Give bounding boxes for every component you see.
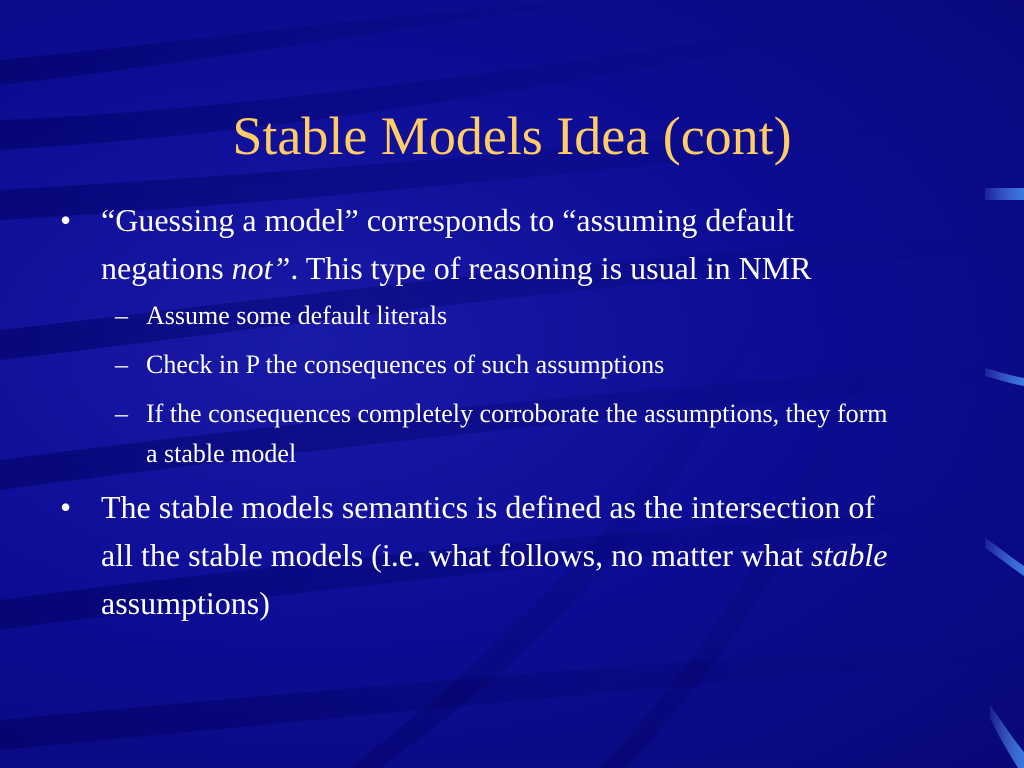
slide-title: Stable Models Idea (cont) bbox=[232, 106, 792, 166]
sub-marker: – bbox=[115, 350, 128, 379]
slide-body bbox=[60, 196, 900, 630]
sub-item-text: If the consequences completely corroborate the assumptions, they form a stable model bbox=[146, 399, 888, 468]
bullet-item bbox=[60, 196, 900, 292]
bullet-marker: • bbox=[60, 202, 72, 238]
right-edge-stripes bbox=[985, 188, 1024, 768]
sub-item bbox=[60, 296, 900, 336]
sub-marker: – bbox=[115, 301, 128, 330]
sub-item bbox=[60, 394, 900, 474]
bullet-item bbox=[60, 483, 900, 627]
sub-item-text: Check in P the consequences of such assumptions bbox=[146, 350, 665, 379]
bullet-marker: • bbox=[60, 489, 72, 525]
sub-marker: – bbox=[115, 399, 128, 428]
bullet-text: The stable models semantics is defined as the intersection of all the stable models (i.e. what follows, no matter what stable assumptions) bbox=[101, 489, 888, 621]
sub-list bbox=[60, 296, 900, 474]
bullet-text: “Guessing a model” corresponds to “assuming default negations not”. This type of reasoning is usual in NMR bbox=[101, 202, 812, 286]
sub-item bbox=[60, 345, 900, 385]
sub-item-text: Assume some default literals bbox=[146, 301, 448, 330]
